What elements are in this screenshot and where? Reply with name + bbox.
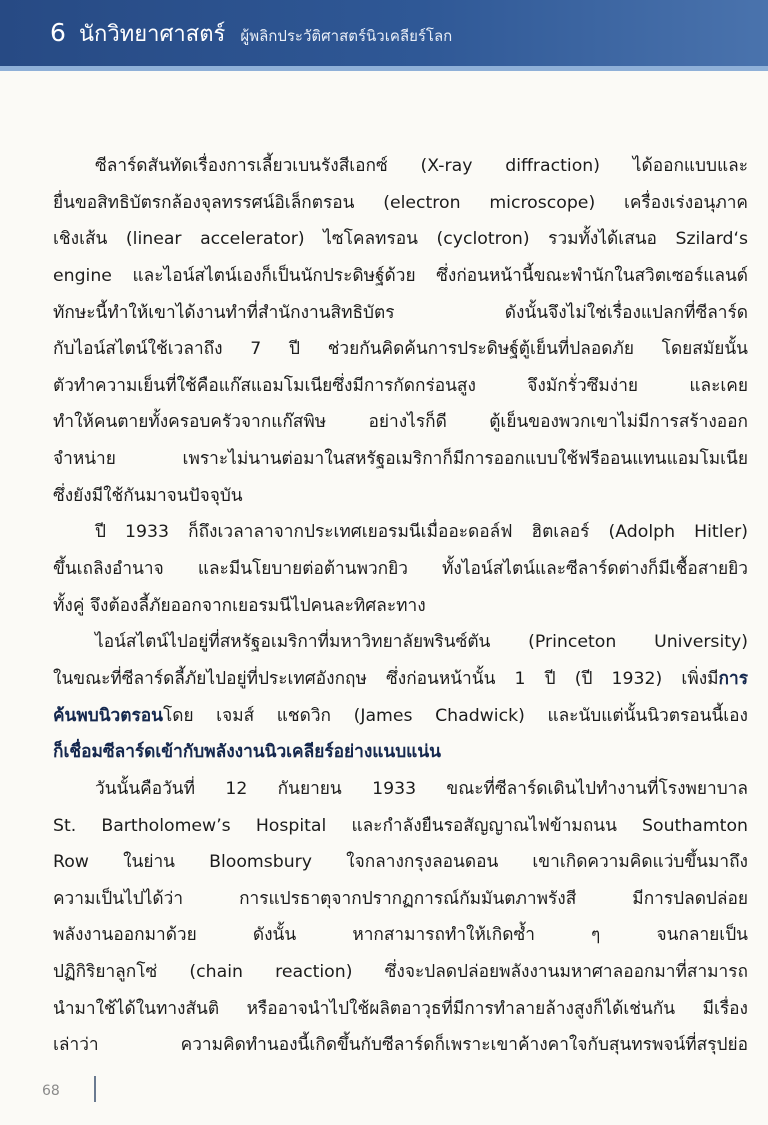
text-line-content: ไอน์สไตน์ไปอยู่ที่สหรัฐอเมริกาที่มหาวิทยาลัยพรินซ์ตัน (Princeton University) — [95, 632, 748, 653]
text-line — [53, 185, 748, 222]
text-line-content: ทำให้คนตายทั้งครอบครัวจากแก๊สพิษ อย่างไรก็ดี ตู้เย็นของพวกเขาไม่มีการสร้างออก — [53, 412, 748, 433]
text-line — [53, 441, 748, 478]
text-line-content: กับไอน์สไตน์ใช้เวลาถึง 7 ปี ช่วยกันคิดค้นการประดิษฐ์ตู้เย็นที่ปลอดภัย โดยสมัยนั้น — [53, 339, 748, 360]
text-line — [53, 917, 748, 954]
text-line-content: ทักษะนี้ทำให้เขาได้งานทำที่สำนักงานสิทธิบัตร ดังนั้นจึงไม่ใช่เรื่องแปลกที่ซีลาร์ด — [53, 302, 748, 323]
text-line — [53, 331, 748, 368]
page-number-rule — [94, 1076, 96, 1102]
text-line-content: ซึ่งยังมีใช้กันมาจนปัจจุบัน — [53, 485, 243, 506]
text-line-content: วันนั้นคือวันที่ 12 กันยายน 1933 ขณะที่ซีลาร์ดเดินไปทำงานที่โรงพยาบาล — [95, 778, 748, 799]
emphasis-text: ก็เชื่อมซีลาร์ดเข้ากับพลังงานนิวเคลียร์อย่างแนบแน่น — [53, 742, 441, 763]
emphasis-text: ค้นพบนิวตรอน — [53, 705, 163, 726]
text-line — [53, 588, 748, 625]
text-line — [53, 1027, 748, 1064]
text-line-content: ทั้งคู่ จึงต้องลี้ภัยออกจากเยอรมนีไปคนละทิศละทาง — [53, 595, 426, 616]
text-line-content: ความเป็นไปได้ว่า การแปรธาตุจากปรากฏการณ์กัมมันตภาพรังสี มีการปลดปล่อย — [53, 888, 748, 909]
emphasis-text: การ — [718, 668, 748, 689]
text-line — [53, 734, 748, 771]
text-line — [53, 148, 748, 185]
text-line-content: เชิงเส้น (linear accelerator) ไซโคลทรอน (cyclotron) รวมทั้งได้เสนอ Szilard‘s — [53, 229, 748, 250]
chapter-subtitle: ผู้พลิกประวัติศาสตร์นิวเคลียร์โลก — [240, 27, 453, 45]
text-line — [53, 954, 748, 991]
text-line-content: Row ในย่าน Bloomsbury ใจกลางกรุงลอนดอน เขาเกิดความคิดแว่บขึ้นมาถึง — [53, 852, 748, 873]
text-line — [53, 368, 748, 405]
text-line-content: ยื่นขอสิทธิบัตรกล้องจุลทรรศน์อิเล็กตรอน (electron microscope) เครื่องเร่งอนุภาค — [53, 192, 748, 213]
text-line — [53, 991, 748, 1028]
text-line-content: ปี 1933 ก็ถึงเวลาลาจากประเทศเยอรมนีเมื่ออะดอล์ฟ ฮิตเลอร์ (Adolph Hitler) — [95, 522, 748, 543]
text-line-content: นำมาใช้ได้ในทางสันติ หรืออาจนำไปใช้ผลิตอาวุธที่มีการทำลายล้างสูงก็ได้เช่นกัน มีเรื่อง — [53, 998, 748, 1019]
text-line — [53, 404, 748, 441]
text-line — [53, 881, 748, 918]
text-line-content: engine และไอน์สไตน์เองก็เป็นนักประดิษฐ์ด้วย ซึ่งก่อนหน้านี้ขณะพำนักในสวิตเซอร์แลนด์ — [53, 265, 748, 286]
text-line-content: จำหน่าย เพราะไม่นานต่อมาในสหรัฐอเมริกาก็มีการออกแบบใช้ฟรีออนแทนแอมโมเนีย — [53, 449, 748, 470]
text-line — [53, 698, 748, 735]
text-line-content: โดย เจมส์ แชดวิก (James Chadwick) และนับแต่นั้นนิวตรอนนี้เอง — [162, 705, 748, 726]
text-line-content: ซีลาร์ดสันทัดเรื่องการเลี้ยวเบนรังสีเอกซ์ (X-ray diffraction) ได้ออกแบบและ — [95, 156, 748, 176]
text-line-content: ในขณะที่ซีลาร์ดลี้ภัยไปอยู่ที่ประเทศอังกฤษ ซึ่งก่อนหน้านั้น 1 ปี (ปี 1932) เพิ่งมี — [53, 668, 719, 689]
body-text — [53, 148, 748, 1064]
text-line-content: ตัวทำความเย็นที่ใช้คือแก๊สแอมโมเนียซึ่งมีการกัดกร่อนสูง จึงมักรั่วซึมง่าย และเคย — [53, 375, 748, 396]
text-line — [53, 478, 748, 515]
text-line-content: พลังงานออกมาด้วย ดังนั้น หากสามารถทำให้เกิดซ้ำ ๆ จนกลายเป็น — [53, 925, 748, 946]
text-line — [53, 295, 748, 332]
chapter-header — [50, 16, 452, 51]
text-line — [53, 771, 748, 808]
chapter-number: 6 — [50, 18, 66, 47]
text-line — [53, 514, 748, 551]
text-line — [53, 258, 748, 295]
text-line — [53, 624, 748, 661]
text-line-content: ปฏิกิริยาลูกโซ่ (chain reaction) ซึ่งจะปลดปล่อยพลังงานมหาศาลออกมาที่สามารถ — [53, 962, 748, 983]
chapter-title: นักวิทยาศาสตร์ — [79, 22, 226, 47]
text-line-content: St. Bartholomew’s Hospital และกำลังยืนรอสัญญาณไฟข้ามถนน Southamton — [53, 815, 748, 836]
page-number: 68 — [42, 1083, 60, 1099]
text-line-content: ขึ้นเถลิงอำนาจ และมีนโยบายต่อต้านพวกยิว ทั้งไอน์สไตน์และซีลาร์ดต่างก็มีเชื้อสายยิว — [53, 559, 748, 580]
text-line — [53, 808, 748, 845]
text-line — [53, 844, 748, 881]
chapter-header-accent — [0, 66, 768, 71]
text-line — [53, 551, 748, 588]
text-line — [53, 661, 748, 698]
text-line-content: เล่าว่า ความคิดทำนองนี้เกิดขึ้นกับซีลาร์ดก็เพราะเขาค้างคาใจกับสุนทรพจน์ที่สรุปย่อ — [53, 1035, 748, 1056]
text-line — [53, 221, 748, 258]
